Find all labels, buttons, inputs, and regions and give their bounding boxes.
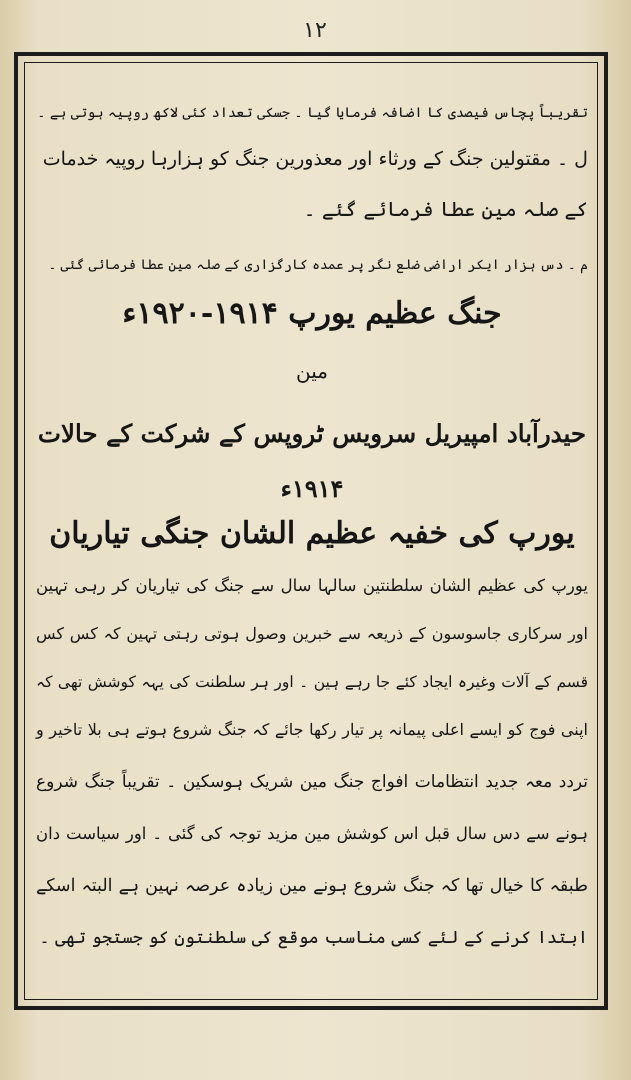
body-text-line: قسم کے آلات وغیرہ ایجاد کئے جا رہے ہین ۔ اور ہر سلطنت کی یہہ کوشش تھی کہ xyxy=(36,673,588,691)
body-text-line: ہونے سے دس سال قبل اس کوشش مین مزید توجہ کی گئی ۔ اور سیاست دان xyxy=(36,824,588,843)
top-text-line: کے صلہ مین عطا فرمائے گئے ۔ xyxy=(303,197,588,221)
page-content xyxy=(36,78,588,983)
body-text-line: یورپ کی عظیم الشان سلطنتین سالہا سال سے جنگ کی تیاریان کر رہی تہین xyxy=(36,576,588,595)
body-text-line: اور سرکاری جاسوسون کے ذریعہ سے خبرین وصول ہوتی رہتی تہین کہ کس کس xyxy=(36,624,588,643)
top-text-line: م ۔ دس ہزار ایکر اراضی ضلع نگر پر عمدہ کارگزاری کے صلہ مین عطا فرمائی گئی ۔ xyxy=(48,257,588,273)
top-text-line: تقریباً پچاس فیصدی کا اضافہ فرمایا گیا ۔ جسکی تعداد کئی لاکھ روپیہ ہوتی ہے ۔ xyxy=(37,105,588,121)
top-text-line: ل ۔ مقتولین جنگ کے ورثاء اور معذورین جنگ کو ہزارہا روپیہ خدمات xyxy=(42,148,588,170)
body-text-line: تردد معہ جدید انتظامات افواج جنگ مین شریک ہوسکین ۔ تقریباً جنگ شروع xyxy=(36,772,588,792)
body-text-line: طبقہ کا خیال تھا کہ جنگ شروع ہونے مین زیادہ عرصہ نہین ہے البتہ اسکے xyxy=(36,876,588,896)
year-heading: ۱۹۱۴ء xyxy=(280,474,344,503)
section-title-heading: یورپ کی خفیہ عظیم الشان جنگی تیاریان xyxy=(49,516,575,551)
hyderabad-title-heading: حیدرآباد امپیریل سرویس ٹروپس کے شرکت کے حالات xyxy=(37,419,587,448)
war-title-heading: جنگ عظیم یورپ ۱۹۱۴-۱۹۲۰ء xyxy=(122,296,502,331)
body-text-line: ابتدا کرنے کے لئے کسی مناسب موقع کی سلطنتون کو جستجو تھی ۔ xyxy=(39,928,588,948)
min-connector: مین xyxy=(296,359,328,383)
page-number: ١٢ xyxy=(303,18,327,43)
body-text-line: اپنی فوج کو ایسے اعلی پیمانہ پر تیار رکھا جائے کہ جنگ شروع ہوتے ہی بلا تاخیر و xyxy=(36,720,588,739)
